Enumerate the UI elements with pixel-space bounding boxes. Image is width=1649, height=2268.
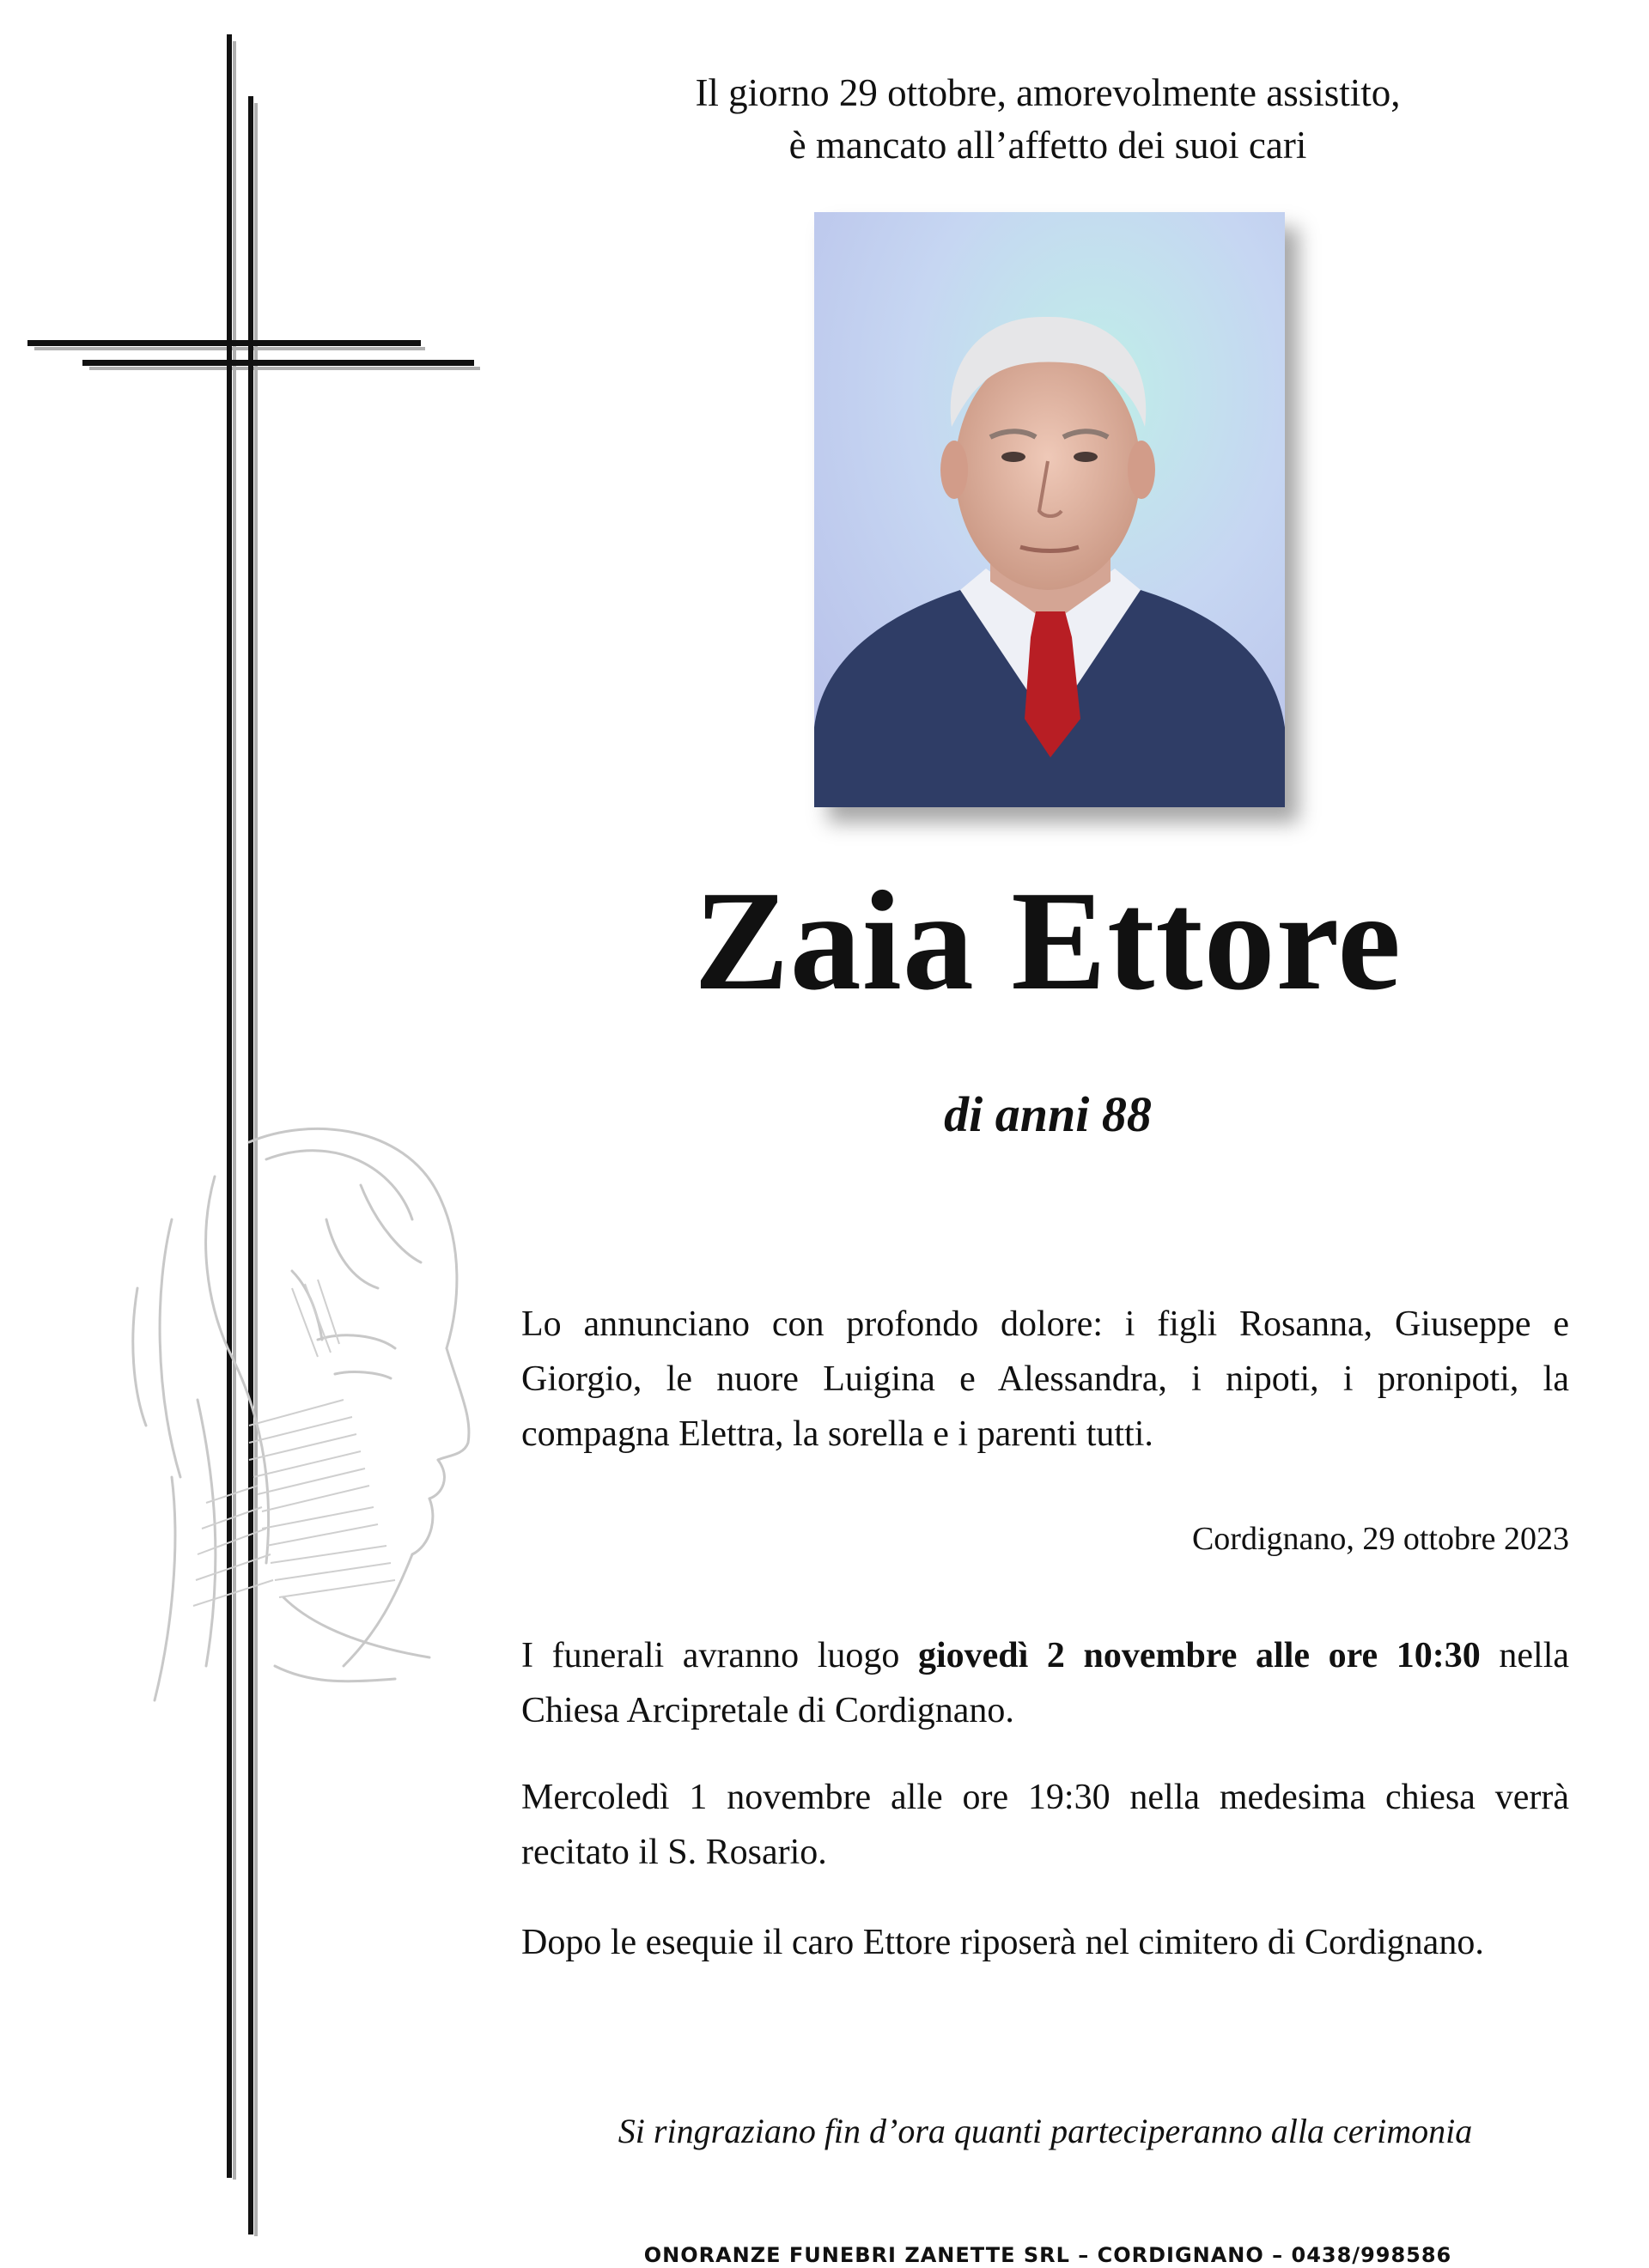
cross-icon bbox=[27, 340, 421, 346]
announcement-text: Lo annunciano con profondo dolore: i figli Rosanna, Giuseppe e Giorgio, le nuore Luigina e Alessandra, i nipoti, i pronipoti, la compagna Elettra, la sorella e i parenti tutti. bbox=[521, 1304, 1569, 1454]
funeral-text-before: I funerali avranno luogo bbox=[521, 1636, 918, 1675]
cross-icon bbox=[82, 360, 474, 366]
funeral-datetime: giovedì 2 novembre alle ore 10:30 bbox=[917, 1636, 1481, 1675]
thanks-text: Si ringraziano fin d’ora quanti parteciperanno alla cerimonia bbox=[618, 2112, 1473, 2150]
funeral-text-after: nella Chiesa Arcipretale di Cordignano. bbox=[521, 1636, 1570, 1730]
deceased-age: di anni 88 bbox=[944, 1086, 1152, 1142]
rosary-text: Mercoledì 1 novembre alle ore 19:30 nella medesima chiesa verrà recitato il S. Rosario. bbox=[521, 1778, 1569, 1872]
burial-text: Dopo le esequie il caro Ettore riposerà nel cimitero di Cordignano. bbox=[521, 1923, 1484, 1962]
intro-line-1: Il giorno 29 ottobre, amorevolmente assistito, bbox=[695, 71, 1401, 114]
funeral-text bbox=[521, 1628, 1569, 1738]
cross-shadow bbox=[89, 367, 480, 370]
portrait-photo bbox=[814, 212, 1285, 807]
cross-icon bbox=[227, 34, 232, 2178]
deceased-name: Zaia Ettore bbox=[694, 861, 1402, 1019]
christ-face-sketch-icon bbox=[120, 1116, 481, 1735]
dateline: Cordignano, 29 ottobre 2023 bbox=[1191, 1521, 1569, 1557]
intro-text bbox=[550, 67, 1546, 172]
funeral-home-footer: ONORANZE FUNEBRI ZANETTE SRL – CORDIGNANO – 0438/998586 bbox=[643, 2243, 1452, 2267]
intro-line-2: è mancato all’affetto dei suoi cari bbox=[788, 124, 1307, 167]
